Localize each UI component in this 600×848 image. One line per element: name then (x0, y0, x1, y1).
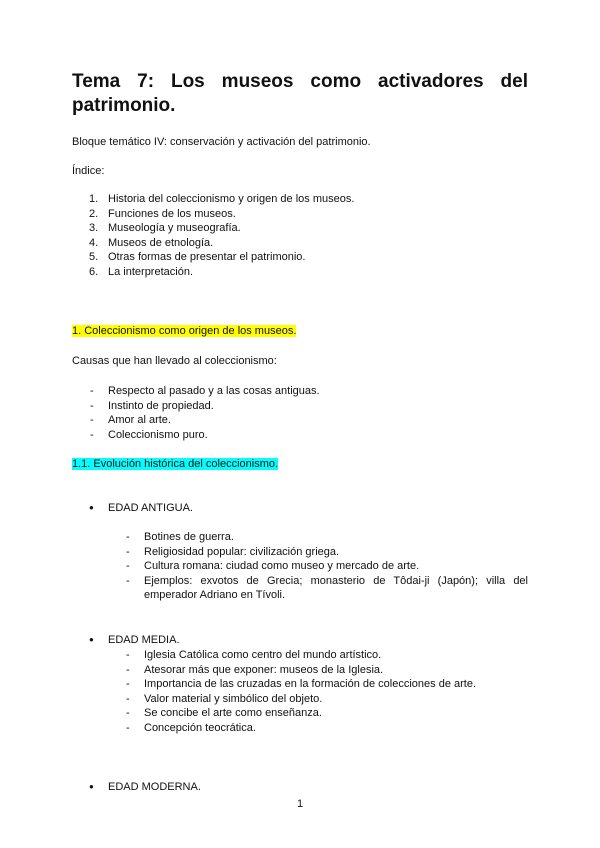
list-item: - Instinto de propiedad. (72, 399, 320, 414)
causes-list (72, 384, 320, 442)
index-item (72, 250, 354, 265)
index-number: 3. (89, 222, 99, 234)
index-text: Otras formas de presentar el patrimonio. (108, 251, 306, 263)
age-heading-media: ● EDAD MEDIA. (72, 633, 528, 648)
index-label: Índice: (72, 165, 105, 177)
age-heading-moderna: ● EDAD MODERNA. (72, 780, 528, 795)
list-item: - Coleccionismo puro. (72, 428, 320, 443)
index-number: 2. (89, 207, 99, 220)
list-item: - Valor material y simbólico del objeto. (72, 692, 528, 707)
index-number: 1. (89, 193, 99, 205)
list-item: - Cultura romana: ciudad como museo y mercado de arte. (72, 559, 528, 574)
index-text: La interpretación. (108, 265, 193, 278)
index-item (72, 192, 354, 207)
list-item: - Se concibe el arte como enseñanza. (72, 706, 528, 721)
index-list (72, 192, 354, 279)
page-number: 1 (296, 798, 304, 810)
section-heading-1: 1. Coleccionismo como origen de los museos. (72, 325, 297, 337)
index-number: 4. (89, 236, 99, 249)
index-number: 5. (89, 251, 99, 263)
index-text: Museos de etnología. (108, 236, 214, 249)
list-item: - Botines de guerra. (72, 530, 528, 545)
index-item (72, 221, 354, 236)
age-list-antigua (72, 530, 528, 603)
index-text: Historia del coleccionismo y origen de los museos. (108, 193, 355, 205)
list-item: - Iglesia Católica como centro del mundo artístico. (72, 648, 528, 663)
causes-intro: Causas que han llevado al coleccionismo: (72, 355, 277, 367)
list-item: - Religiosidad popular: civilización griega. (72, 545, 528, 560)
index-text: Museología y museografía. (108, 222, 241, 234)
index-item (72, 236, 354, 251)
document-title: Tema 7: Los museos como activadores del patrimonio. (72, 71, 528, 116)
index-number: 6. (89, 265, 99, 278)
section-heading-1-1: 1.1. Evolución histórica del coleccionismo. (72, 458, 279, 470)
index-item (72, 207, 354, 222)
document-page (72, 0, 528, 848)
index-text: Funciones de los museos. (108, 207, 236, 220)
age-heading-antigua: ● EDAD ANTIGUA. (72, 501, 528, 516)
list-item: - Ejemplos: exvotos de Grecia; monasterio de Tôdai-ji (Japón); villa del emperador Adriano en Tívoli. (72, 574, 528, 603)
list-item: - Importancia de las cruzadas en la formación de colecciones de arte. (72, 677, 528, 692)
list-item: - Respecto al pasado y a las cosas antiguas. (72, 384, 320, 399)
index-item (72, 265, 354, 280)
age-list-media (72, 648, 528, 735)
subtitle: Bloque temático IV: conservación y activación del patrimonio. (72, 136, 371, 148)
list-item: - Concepción teocrática. (72, 721, 528, 736)
list-item: - Amor al arte. (72, 413, 320, 428)
list-item: - Atesorar más que exponer: museos de la Iglesia. (72, 663, 528, 678)
